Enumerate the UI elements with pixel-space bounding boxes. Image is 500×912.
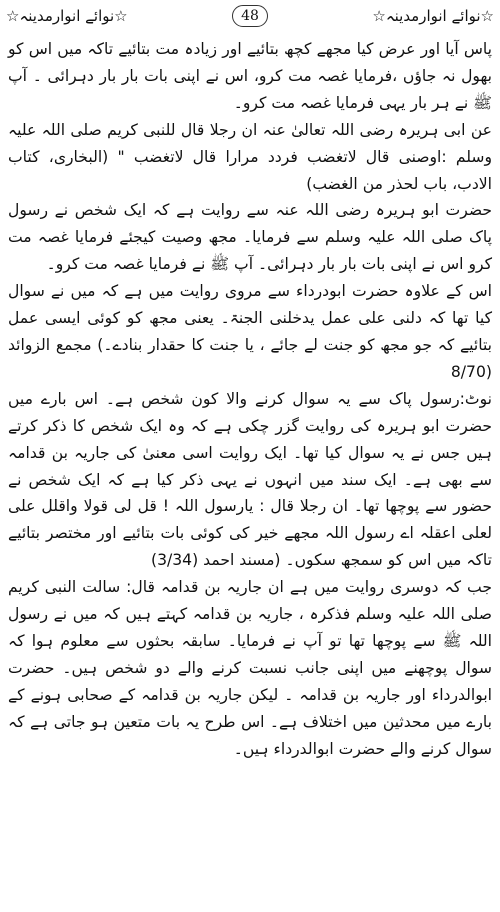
page-body	[8, 36, 492, 908]
paragraph-note: نوٹ:رسول پاک سے یہ سوال کرنے والا کون شخص ہے۔ اس بارے میں حضرت ابو ہریرہ کی روایت گزر چکی ہے کہ وہ ایک شخص کا ذکر کرتے ہیں جس نے یہ سوال کیا تھا۔ ایک روایت اسی معنیٰ کی جاریہ بن قدامہ سے بھی ہے۔ ایک سند میں انہوں نے یہی ذکر کیا ہے کہ ایک شخص نے حضور سے پوچھا تھا۔ ان رجلا قال : یارسول اللہ ! قل لی قولا واقلل علی لعلی اعقلہ اے رسول اللہ مجھے خیر کی کوئی بات بتائیے اور مختصر بتائیے تاکہ میں اس کو سمجھ سکوں۔ (مسند احمد (3/34)	[8, 389, 492, 570]
header-title-left: ☆نوائے انوارمدینہ☆	[6, 7, 128, 25]
page-header	[6, 2, 494, 30]
paragraph-translation: حضرت ابو ہریرہ رضی اللہ عنہ سے روایت ہے کہ ایک شخص نے رسول پاک صلی اللہ علیہ وسلم سے فرمایا۔ مجھ وصیت کیجئے فرمایا غصہ مت کرو اس نے اپنی بات بار بار دہرائی۔ آپ ﷺ نے فرمایا غصہ مت کرو۔	[8, 201, 492, 274]
page-number: 48	[232, 5, 268, 27]
paragraph-conclusion: جب کہ دوسری روایت میں ہے ان جاریہ بن قدامہ قال: سالت النبی کریم صلی اللہ علیہ وسلم فذکرہ ، جاریہ بن قدامہ کہتے ہیں کہ میں نے رسول اللہ ﷺ سے پوچھا تھا تو آپ نے فرمایا۔ سابقہ بحثوں سے معلوم ہوا کہ سوال پوچھنے میں اپنی جانب نسبت کرنے والے دو شخص ہیں۔ حضرت ابوالدرداء اور جاریہ بن قدامہ ۔ لیکن جاریہ بن قدامہ کے صحابی ہونے کے بارے میں محدثین میں اختلاف ہے۔ اس طرح یہ بات متعین ہو جاتی ہے کہ سوال کرنے والے حضرت ابوالدرداء ہیں۔	[8, 578, 492, 758]
header-title-right: ☆نوائے انوارمدینہ☆	[372, 7, 494, 25]
paragraph-abu-darda-narration: اس کے علاوہ حضرت ابودرداء سے مروی روایت میں ہے کہ میں نے سوال کیا تھا کہ دلنی علی عمل یدخلنی الجنۃ۔ یعنی مجھ کو کوئی ایسی عمل بتائیے کہ جو مجھ کو جنت لے جائے ، یا جنت کا حقدار بنادے۔) مجمع الزوائد (8/70	[8, 282, 492, 381]
paragraph-arabic-hadith: عن ابی ہریرہ رضی اللہ تعالیٰ عنہ ان رجلا قال للنبی کریم صلی اللہ علیہ وسلم :اوصنی قال لاتغضب فردد مرارا قال لاتغضب " (البخاری، کتاب الادب، باب لحذر من الغضب)	[8, 120, 492, 193]
paragraph-intro: پاس آیا اور عرض کیا مجھے کچھ بتائیے اور زیادہ مت بتائیے تاکہ میں اس کو بھول نہ جاؤں ،فرمایا غصہ مت کرو، اس نے اپنی بات بار بار دہرائی ۔ آپ ﷺ نے ہر بار یہی فرمایا غصہ مت کرو۔	[8, 40, 492, 112]
